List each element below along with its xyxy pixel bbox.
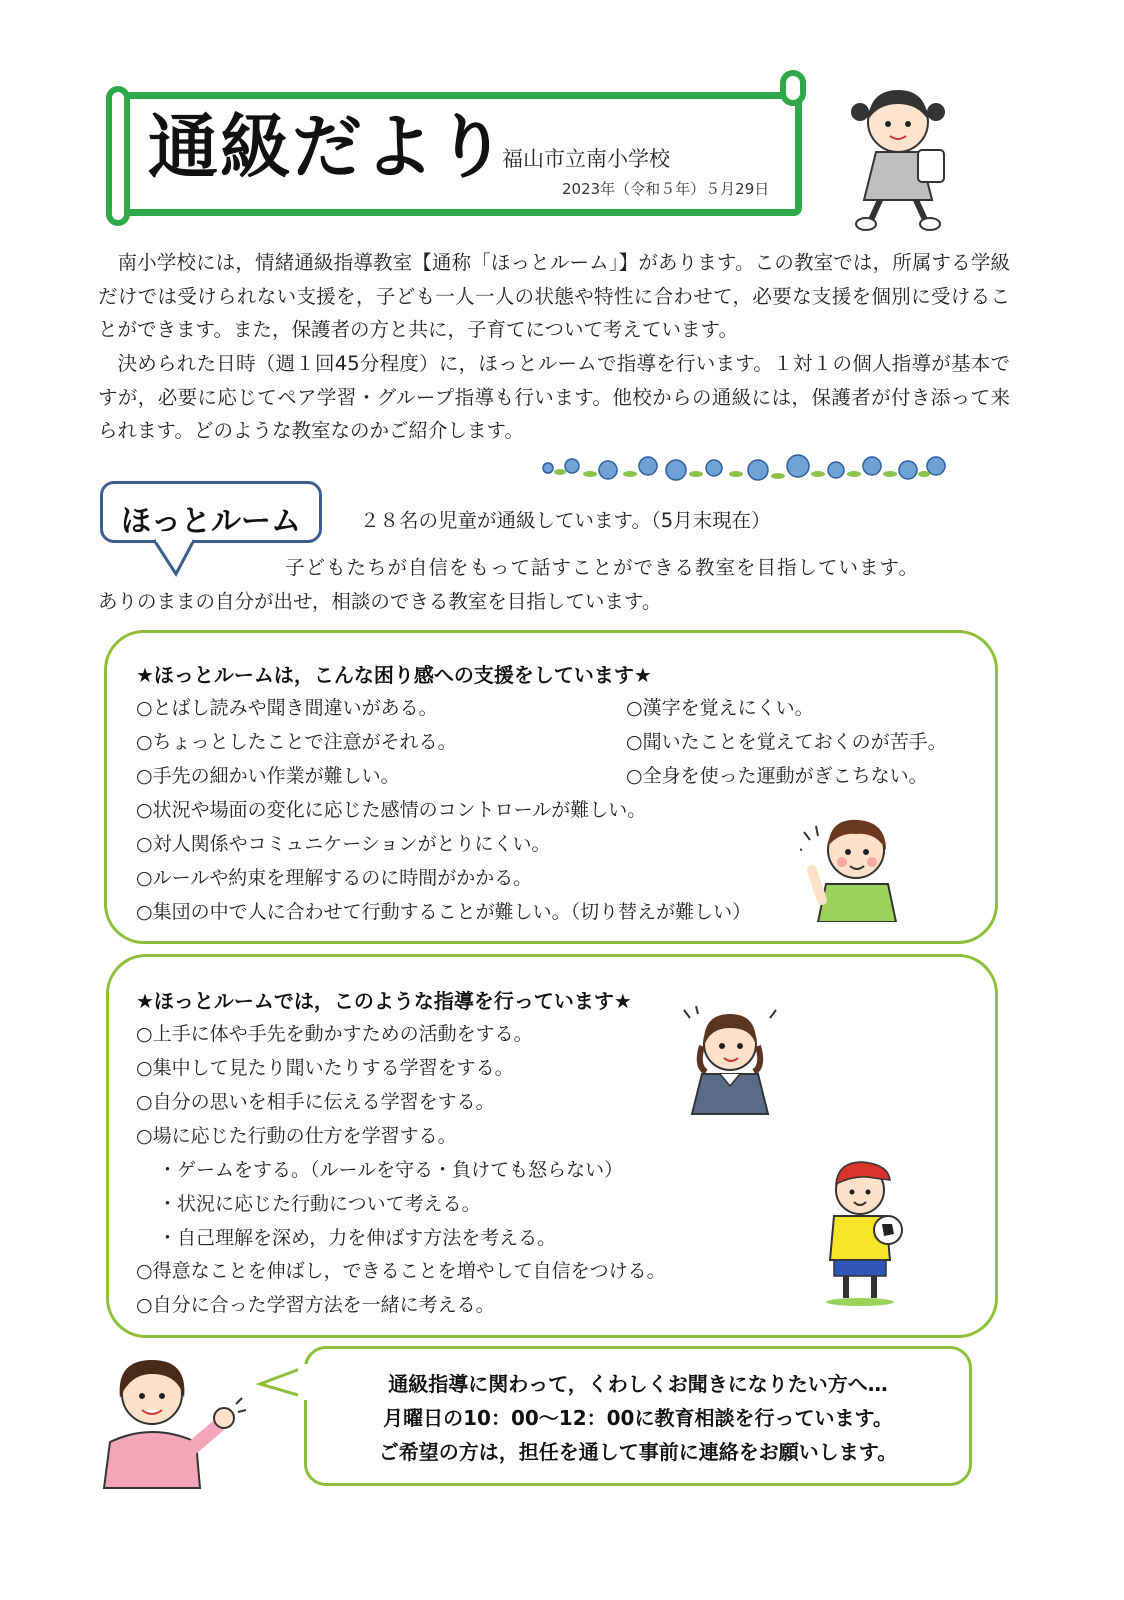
support-item: ○集団の中で人に合わせて行動することが難しい。（切り替えが難しい） [136,901,752,923]
guidance-item: ○自分に合った学習方法を一緒に考える。 [136,1294,495,1316]
guidance-item: ○上手に体や手先を動かすための活動をする。 [136,1023,533,1045]
guidance-item: ○得意なことを伸ばし，できることを増やして自信をつける。 [136,1260,666,1282]
guidance-item: ○自分の思いを相手に伝える学習をする。 [136,1091,495,1113]
intro-paragraph-1: 南小学校には，情緒通級指導教室【通称「ほっとルーム」】があります。この教室では，所属する学級だけでは受けられない支援を，子ども一人一人の状態や特性に合わせて，必要な支援を個別に受けることができます。また，保護者の方と共に，子育てについて考えています。 [98,251,1010,341]
boy-pointing-illustration [800,810,904,922]
guidance-subitem: ・ゲームをする。（ルールを守る・負けても怒らない） [158,1159,624,1181]
boy-soccer-illustration [812,1156,908,1306]
support-item: ○手先の細かい作業が難しい。 [136,765,400,787]
teacher-waving-illustration [100,1352,250,1492]
support-item: ○ルールや約束を理解するのに時間がかかる。 [136,867,533,889]
contact-line-1: 通級指導に関わって，くわしくお聞きになりたい方へ… [388,1372,888,1396]
support-item-right: ○漢字を覚えにくい。 [626,697,814,719]
intro-paragraph-2: 決められた日時（週１回45分程度）に，ほっとルームで指導を行います。１対１の個人指導が基本ですが，必要に応じてペア学習・グループ指導も行います。他校からの通級には，保護者が付き添って来られます。どのような教室なのかご紹介します。 [98,352,1010,442]
guidance-subitem: ・状況に応じた行動について考える。 [158,1193,481,1215]
hotroom-label: ほっとルーム [121,504,301,539]
contact-line-3: ご希望の方は，担任を通して事前に連絡をお願いします。 [378,1440,898,1464]
contact-line-2: 月曜日の10：00～12：00に教育相談を行っています。 [383,1406,893,1430]
support-item-right: ○聞いたことを覚えておくのが苦手。 [626,731,947,753]
student-count-text: ２８名の児童が通級しています。（5月末現在） [360,509,771,532]
issue-date: 2023年（令和５年）５月29日 [562,180,770,198]
goal-line-2: ありのままの自分が出せ，相談のできる教室を目指しています。 [98,590,662,613]
school-name: 福山市立南小学校 [502,147,670,171]
support-item: ○とばし読みや聞き間違いがある。 [136,697,438,719]
scroll-roll-right [780,70,806,106]
guidance-item: ○集中して見たり聞いたりする学習をする。 [136,1057,514,1079]
flower-border [536,452,948,486]
page-title: 通級だより [148,106,508,188]
support-item: ○対人関係やコミュニケーションがとりにくい。 [136,833,551,855]
guidance-heading: ★ほっとルームでは，このような指導を行っています★ [136,989,632,1013]
support-item: ○ちょっとしたことで注意がそれる。 [136,731,457,753]
scroll-roll-left [106,86,130,226]
support-item-right: ○全身を使った運動がぎこちない。 [626,765,928,787]
bubble-tail [150,538,200,578]
guidance-subitem: ・自己理解を深め，力を伸ばす方法を考える。 [158,1227,557,1249]
support-heading: ★ほっとルームは，こんな困り感への支援をしています★ [136,663,652,687]
goal-line-1: 子どもたちが自信をもって話すことができる教室を目指しています。 [285,556,919,579]
guidance-item: ○場に応じた行動の仕方を学習する。 [136,1125,457,1147]
support-item: ○状況や場面の変化に応じた感情のコントロールが難しい。 [136,799,647,821]
girl-talking-illustration [682,1006,778,1118]
girl-backpack-illustration [840,82,952,232]
